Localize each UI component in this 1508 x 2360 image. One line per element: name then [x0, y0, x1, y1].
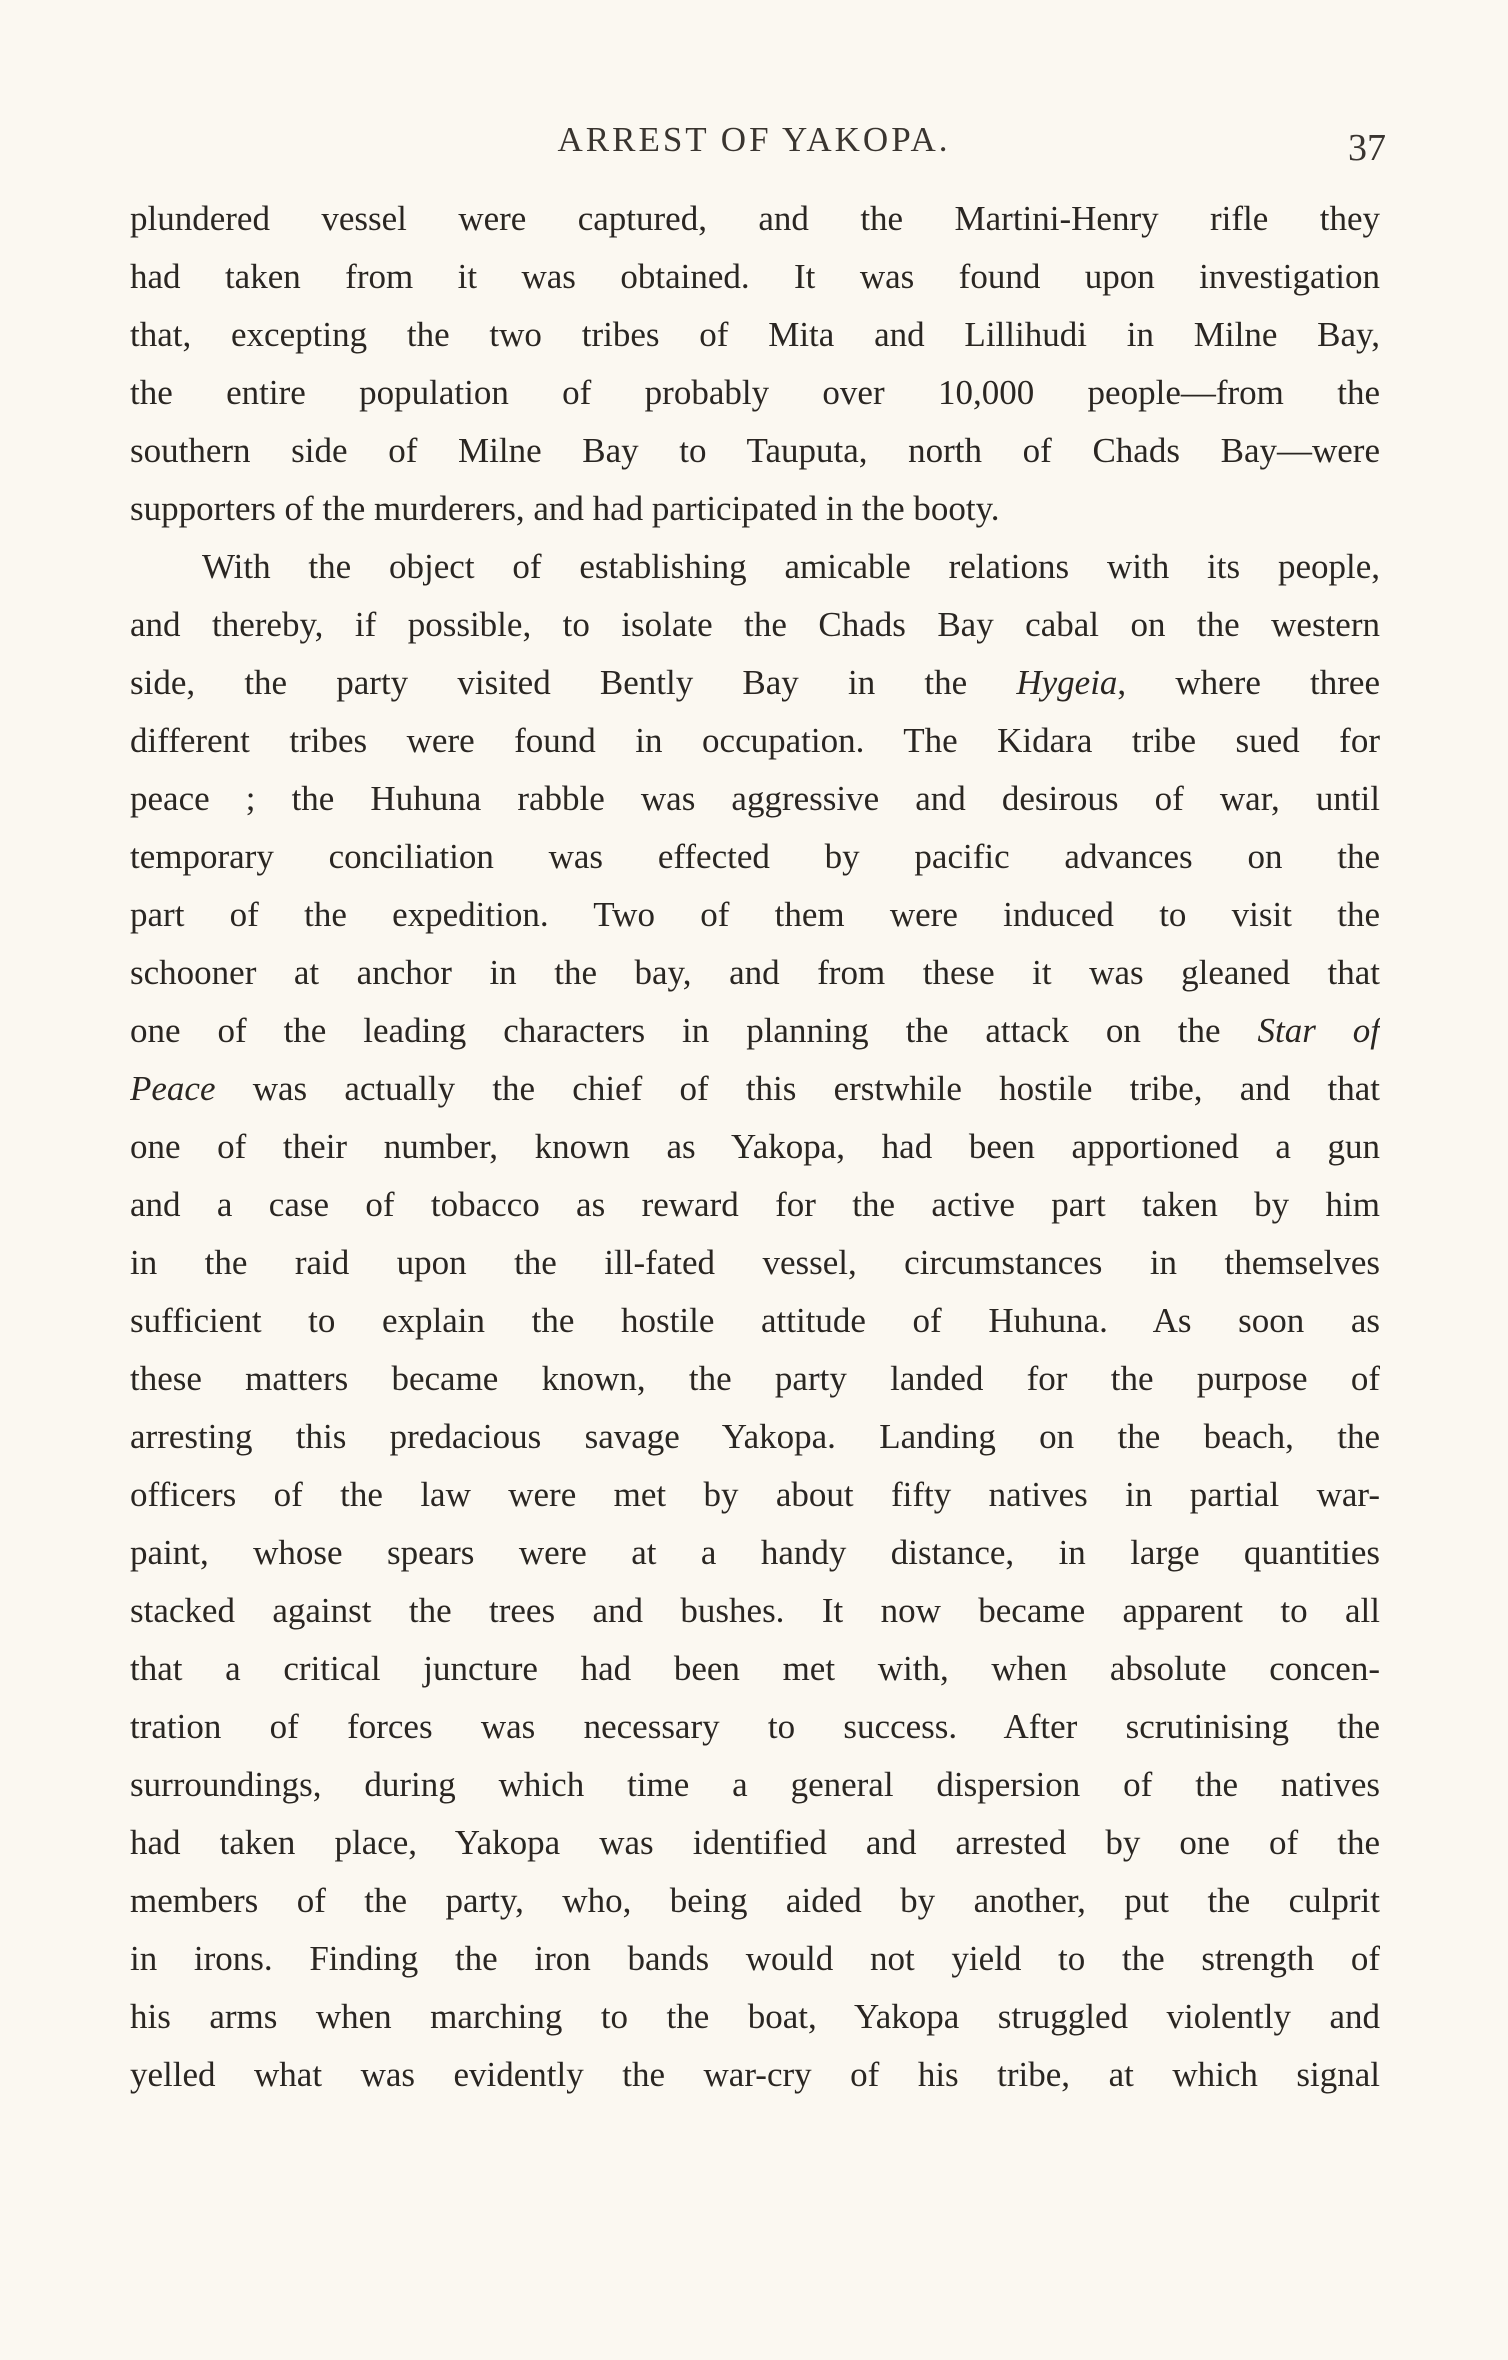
page-number: 37	[1348, 127, 1386, 169]
text-line: his arms when marching to the boat, Yakopa struggled violently and	[130, 1997, 1380, 2036]
text-line: sufficient to explain the hostile attitude of Huhuna. As soon as	[130, 1301, 1380, 1340]
text-line: temporary conciliation was effected by pacific advances on the	[130, 837, 1380, 876]
body-text	[130, 190, 1380, 2104]
text-line: paint, whose spears were at a handy distance, in large quantities	[130, 1533, 1380, 1572]
text-line: in irons. Finding the iron bands would not yield to the strength of	[130, 1939, 1380, 1978]
text-line: had taken from it was obtained. It was found upon investigation	[130, 257, 1380, 296]
text-line: plundered vessel were captured, and the Martini-Henry rifle they	[130, 199, 1380, 238]
text-line: Peace was actually the chief of this erstwhile hostile tribe, and that	[130, 1069, 1380, 1108]
text-line: yelled what was evidently the war-cry of his tribe, at which signal	[130, 2055, 1380, 2094]
text-line: different tribes were found in occupation. The Kidara tribe sued for	[130, 721, 1380, 760]
ship-name-star-of: Star of	[1257, 1011, 1380, 1050]
text-line: officers of the law were met by about fifty natives in partial war-	[130, 1475, 1380, 1514]
running-head	[128, 120, 1386, 170]
text-line: the entire population of probably over 10,000 people—from the	[130, 373, 1380, 412]
text-line: one of the leading characters in planning the attack on the Star of	[130, 1011, 1380, 1050]
text-line: schooner at anchor in the bay, and from these it was gleaned that	[130, 953, 1380, 992]
text-line: surroundings, during which time a general dispersion of the natives	[130, 1765, 1380, 1804]
text-line: southern side of Milne Bay to Tauputa, north of Chads Bay—were	[130, 431, 1380, 470]
running-title: ARREST OF YAKOPA.	[557, 120, 951, 159]
paragraph-end-line: supporters of the murderers, and had participated in the booty.	[130, 489, 1000, 528]
text-line: that a critical juncture had been met with, when absolute concen-	[130, 1649, 1380, 1688]
text-line: peace ; the Huhuna rabble was aggressive and desirous of war, until	[130, 779, 1380, 818]
text-line: tration of forces was necessary to success. After scrutinising the	[130, 1707, 1380, 1746]
text-line: stacked against the trees and bushes. It now became apparent to all	[130, 1591, 1380, 1630]
text-line: part of the expedition. Two of them were induced to visit the	[130, 895, 1380, 934]
text-line: members of the party, who, being aided by another, put the culprit	[130, 1881, 1380, 1920]
text-line: had taken place, Yakopa was identified and arrested by one of the	[130, 1823, 1380, 1862]
text-line: and thereby, if possible, to isolate the Chads Bay cabal on the western	[130, 605, 1380, 644]
text-line: that, excepting the two tribes of Mita and Lillihudi in Milne Bay,	[130, 315, 1380, 354]
ship-name-peace: Peace	[130, 1069, 216, 1108]
text-line: in the raid upon the ill-fated vessel, circumstances in themselves	[130, 1243, 1380, 1282]
ship-name-hygeia: Hygeia	[1016, 663, 1118, 702]
text-line: these matters became known, the party landed for the purpose of	[130, 1359, 1380, 1398]
paragraph-start-line: With the object of establishing amicable relations with its people,	[202, 547, 1380, 586]
text-line: side, the party visited Bently Bay in the Hygeia, where three	[130, 663, 1380, 702]
text-line: one of their number, known as Yakopa, had been apportioned a gun	[130, 1127, 1380, 1166]
text-line: and a case of tobacco as reward for the active part taken by him	[130, 1185, 1380, 1224]
text-line: arresting this predacious savage Yakopa. Landing on the beach, the	[130, 1417, 1380, 1456]
